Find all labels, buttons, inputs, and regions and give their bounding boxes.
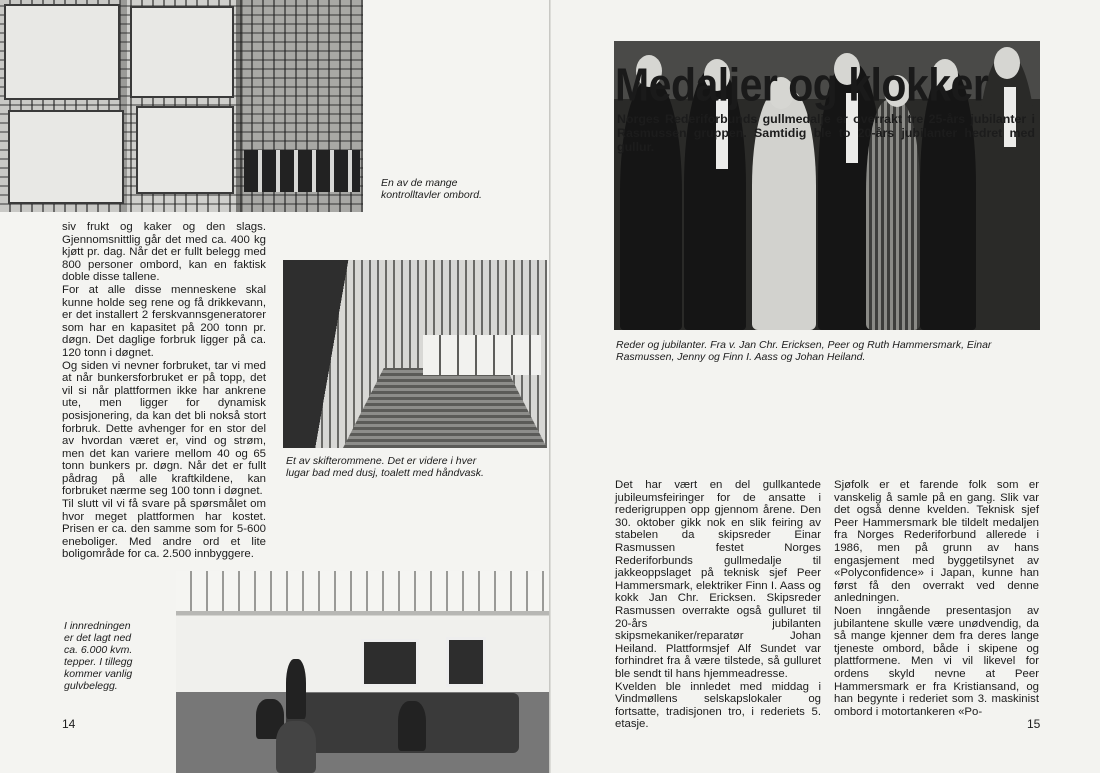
- article-column-1: [615, 479, 821, 731]
- changing-room-caption: Et av skifterommene. Det er videre i hver lugar bad med dusj, toalett med håndvask.: [286, 455, 484, 479]
- paragraph: For at alle disse menneskene skal kunne holde seg rene og få drikkevann, er det installert 2 ferskvannsgeneratorer som har en kapasitet på 200 tonn pr. døgn. Det daglige forbruk ligger på ca. 120 tonn i døgnet.: [62, 283, 266, 359]
- article-column-2: [834, 479, 1039, 718]
- control-panel-caption: En av de mange kontrolltavler ombord.: [381, 177, 482, 201]
- paragraph: Kvelden ble innledet med middag i Vindmøllens selskapslokaler og fortsatte, tradisjonen tro, i rederiets 5. etasje.: [615, 680, 821, 731]
- right-page: [551, 0, 1100, 773]
- group-photo-caption: Reder og jubilanter. Fra v. Jan Chr. Ericksen, Peer og Ruth Hammersmark, Einar Rasmussen, Jenny og Finn I. Aass og Johan Heiland.: [616, 339, 992, 363]
- paragraph: Til slutt vil vi få svare på spørsmålet om hvor meget plattformen har kostet. Prisen er ca. den samme som for 5-600 eneboliger. Med andre ord et lite boligområde for ca. 2.500 innbyggere.: [62, 498, 266, 561]
- page-number: 15: [1027, 717, 1041, 731]
- article-headline: Medaljer og klokker: [615, 59, 989, 111]
- paragraph: Det har vært en del gullkantede jubileumsfeiringer for de ansatte i rederigruppen opp gjennom årene. Den 30. oktober gikk nok en slik feiring av stabelen da skipsreder Einar Rasmussen festet Norges Rederiforbunds gullmedalje til jakkeoppslaget på teknisk sjef Peer Hammersmark, elektriker Finn I. Aass og kokk Jan Chr. Ericksen. Skipsreder Rasmussen overrakte også gulluret til 20-års jubilanten skipsmekaniker/reparatør Johan Heiland. Plattformsjef Alf Sundet var forhindret fra å være tilstede, så gulluret ble sendt til hans hjemmeadresse.: [615, 479, 821, 680]
- lounge-caption: I innredningen er det lagt ned ca. 6.000 kvm. tepper. I tillegg kommer vanlig gulvbelegg.: [64, 620, 133, 692]
- left-article-column: [62, 221, 266, 561]
- paragraph: Sjøfolk er et farende folk som er vanskelig å samle på en gang. Slik var det også denne kvelden. Teknisk sjef Peer Hammersmark ble tildelt medaljen fra Norges Rederiforbund allerede i 1986, men på grunn av hans engasjement med byggetilsynet av «Polyconfidence» i Japan, kunne han først få den overrakt ved denne anledningen.: [834, 479, 1039, 605]
- article-lede: Norges Rederiforbunds gullmedalje er overrakt tre 25-års jubilanter i Rasmussen gruppen. Samtidig ble to 20-års jubilanter hedret med gullur.: [617, 112, 1035, 154]
- left-page: [0, 0, 549, 773]
- control-panel-photo: [0, 0, 363, 212]
- page-number: 14: [62, 717, 76, 731]
- changing-room-photo: [283, 260, 547, 448]
- lounge-photo: [176, 571, 549, 773]
- paragraph: Noen inngående presentasjon av jubilantene skulle være unødvendig, da så mange kjenner dem fra deres lange tjeneste ombord, både i skipene og plattformene. Men vi vil likevel for ordens skyld nevne at Peer Hammersmark er fra Kristiansand, og han begynte i rederiet som 3. maskinist ombord i motortankeren «Po-: [834, 604, 1039, 718]
- paragraph: Og siden vi nevner forbruket, tar vi med at når bunkersforbruket er på topp, det vil si når plattformen ikke har ankrene ute, men ligger for dynamisk posisjonering, da kan det bli nokså stort forbruk. Dette avhenger for en stor del av hvordan været er, vind og strøm, men det kan variere mellom 40 og 65 tonn bunkers pr. døgn. Når det er fullt pådrag på alle kraftkildene, kan forbruket nærme seg 100 tonn i døgnet.: [62, 359, 266, 498]
- paragraph: siv frukt og kaker og den slags. Gjennomsnittlig går det med ca. 400 kg kjøtt pr. dag. Når det er fullt belegg med 800 personer ombord, kan en faktisk doble disse tallene.: [62, 221, 266, 284]
